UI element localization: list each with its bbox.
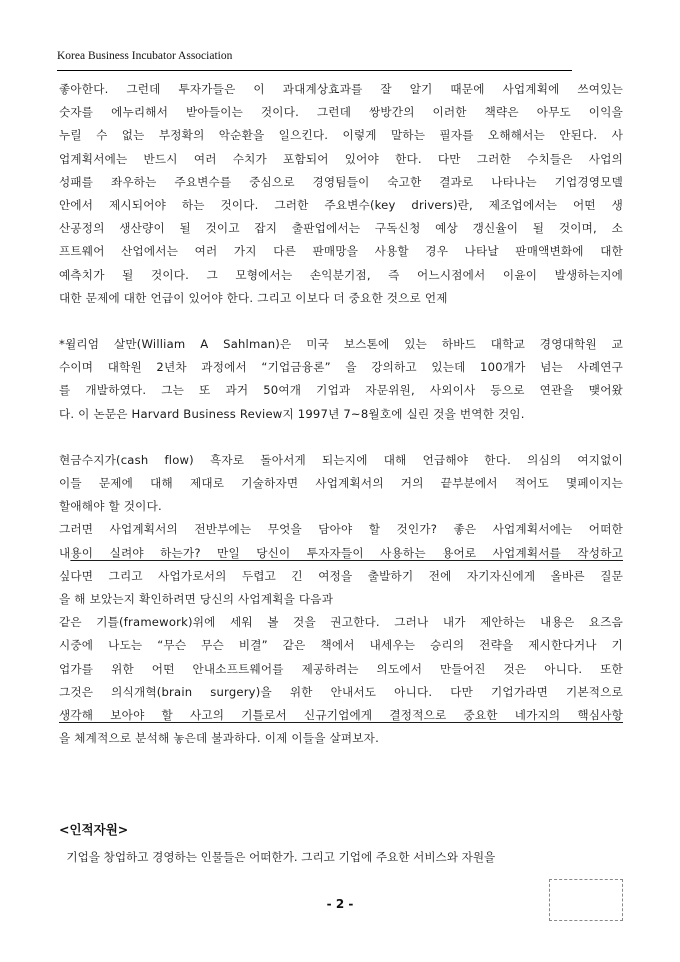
text-line: 을 해 보았는지 확인하려면 당신의 사업계획을 다음과 <box>59 592 334 607</box>
paragraph-1 <box>59 78 623 310</box>
text-line: 숫자를 에누리해서 받아들이는 것이다. 그런데 쌍방간의 이러한 책략은 아무도 이익을 <box>59 105 623 120</box>
page-number: - 2 - <box>326 897 354 911</box>
footnote-line: *윌리엄 살만(William A Sahlman)은 미국 보스톤에 있는 하바드 대학교 경영대학원 교 <box>59 337 623 352</box>
text-line: 같은 기틀(framework)위에 세워 볼 것을 권고한다. 그러나 내가 제안하는 내용은 요즈음 <box>59 615 623 630</box>
page-corner-box <box>549 879 623 921</box>
header-rule <box>57 70 572 71</box>
footnote-line: 를 개발하였다. 그는 또 과거 50여개 기업과 자문위원, 사외이사 등으로 연관을 맺어왔 <box>59 383 623 398</box>
text-fragment: 내 <box>59 545 71 560</box>
document-header: Korea Business Incubator Association <box>57 50 233 62</box>
text-line: 업계획서에는 반드시 여러 수치가 포함되어 있어야 한다. 다만 그러한 수치들은 사업의 <box>59 151 623 166</box>
underlined-text: 용이 실려야 하는가? 만일 당신이 투자자들이 사용하는 용어로 사업계획서를 작성하고 <box>70 545 623 560</box>
section-heading: <인적자원> <box>59 822 129 837</box>
text-line: 시중에 나도는 “무슨 무슨 비결” 같은 책에서 내세우는 승리의 전략을 제시한다거나 기 <box>59 638 623 653</box>
text-line: 기업을 창업하고 경영하는 인물들은 어떠한가. 그리고 기업에 주요한 서비스와 자원을 <box>66 850 496 864</box>
text-line: 할애해야 할 것이다. <box>59 499 162 514</box>
text-line: 예측치가 될 것이다. 그 모형에서는 손익분기점, 즉 어느시점에서 이윤이 발생하는지에 <box>59 267 623 282</box>
document-body <box>59 78 623 750</box>
paragraph-3 <box>59 518 623 750</box>
text-line: 누릴 수 없는 부정확의 악순환을 일으킨다. 이렇게 말하는 필자를 오해해서는 안된다. 사 <box>59 128 623 143</box>
text-line: 산공정의 생산량이 될 것이고 잡지 출판업에서는 구독신청 예상 갱신율이 될 것이며, 소 <box>59 221 623 236</box>
text-line: 그것은 의식개혁(brain surgery)을 위한 안내서도 아니다. 다만 기업가라면 기본적으로 <box>59 684 623 699</box>
text-line: 업가를 위한 어떤 안내소프트웨어를 제공하려는 의도에서 만들어진 것은 아니다. 또한 <box>59 661 623 676</box>
text-line: 그러면 사업계획서의 전반부에는 무엇을 담아야 할 것인가? 좋은 사업계획서에는 어떠한 <box>59 522 623 537</box>
section-first-line <box>59 847 623 867</box>
underlined-text-line: 생각해 보아야 할 사고의 기틀로서 신규기업에게 결정적으로 중요한 네가지의 핵심사항 <box>59 708 623 723</box>
text-line: 현금수지가(cash flow) 흑자로 돌아서게 되는지에 대해 언급해야 한다. 의심의 여지없이 <box>59 452 623 467</box>
paragraph-2 <box>59 449 623 519</box>
footnote-line: 다. 이 논문은 Harvard Business Review지 1997년 7~8월호에 실린 것을 번역한 것임. <box>59 406 525 421</box>
text-line <box>59 542 623 565</box>
text-line: 이들 문제에 대해 제대로 기술하자면 사업계획서의 거의 끝부분에서 적어도 몇페이지는 <box>59 476 623 491</box>
text-line: 좋아한다. 그런데 투자가들은 이 과대계상효과를 잘 알기 때문에 사업계획에 쓰여있는 <box>59 82 623 96</box>
footnote <box>59 333 623 426</box>
footnote-line: 수이며 대학원 2년차 과정에서 “기업금융론” 을 강의하고 있는데 100개가 넘는 사례연구 <box>59 360 623 375</box>
text-line: 성패를 좌우하는 주요변수를 중심으로 경영팀들이 숙고한 결과로 나타나는 기업경영모델 <box>59 174 623 189</box>
text-line: 대한 문제에 대한 언급이 있어야 한다. 그리고 이보다 더 중요한 것으로 언제 <box>59 290 448 305</box>
text-line: 을 체계적으로 분석해 놓은데 불과하다. 이제 이들을 살펴보자. <box>59 731 379 746</box>
text-line: 싶다면 그리고 사업가로서의 두렵고 긴 여정을 출발하기 전에 자기자신에게 올바른 질문 <box>59 568 623 583</box>
text-line: 안에서 제시되어야 하는 것이다. 그러한 주요변수(key drivers)란, 제조업에서는 어떤 생 <box>59 198 623 213</box>
text-line: 프트웨어 산업에서는 여러 가지 다른 판매망을 사용할 경우 나타날 판매액변화에 대한 <box>59 244 623 259</box>
